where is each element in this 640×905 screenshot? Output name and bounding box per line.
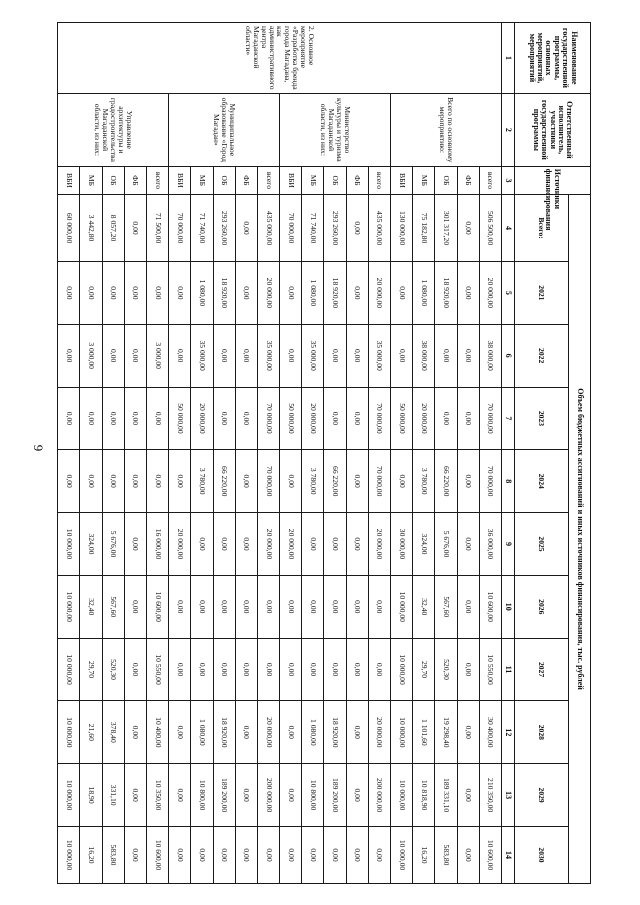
source-cell: ФБ xyxy=(457,166,479,194)
value-cell: 10 000,00 xyxy=(58,764,80,827)
value-cell: 0,00 xyxy=(435,324,457,387)
value-cell: 0,00 xyxy=(346,195,368,262)
value-cell: 32,40 xyxy=(80,575,102,638)
value-cell: 0,00 xyxy=(235,638,257,701)
value-cell: 75 182,80 xyxy=(413,195,435,262)
value-cell: 20 000,00 xyxy=(368,701,390,764)
value-cell: 0,00 xyxy=(169,827,191,884)
value-cell: 10 550,00 xyxy=(479,638,501,701)
value-cell: 35 000,00 xyxy=(257,324,279,387)
column-number: 14 xyxy=(502,827,515,884)
value-cell: 50 000,00 xyxy=(280,387,302,450)
column-number: 12 xyxy=(502,701,515,764)
value-cell: 0,00 xyxy=(391,261,413,324)
value-cell: 0,00 xyxy=(324,575,346,638)
column-number: 8 xyxy=(502,450,515,513)
value-cell: 3 780,00 xyxy=(191,450,213,513)
value-cell: 0,00 xyxy=(368,638,390,701)
value-cell: 324,00 xyxy=(80,513,102,576)
value-cell: 38 000,00 xyxy=(479,324,501,387)
value-cell: 0,00 xyxy=(124,827,146,884)
value-cell: 66 220,00 xyxy=(435,450,457,513)
header-year: 2026 xyxy=(515,575,569,638)
value-cell: 10 000,00 xyxy=(58,701,80,764)
value-cell: 0,00 xyxy=(280,575,302,638)
value-cell: 3 000,00 xyxy=(80,324,102,387)
value-cell: 29,70 xyxy=(80,638,102,701)
header-executor: Ответственный исполнитель, участники государственной программы xyxy=(515,93,591,166)
value-cell: 0,00 xyxy=(191,575,213,638)
header-year: 2022 xyxy=(515,324,569,387)
value-cell: 0,00 xyxy=(169,575,191,638)
value-cell: 10 550,00 xyxy=(147,638,169,701)
value-cell: 20 000,00 xyxy=(302,387,324,450)
value-cell: 0,00 xyxy=(457,701,479,764)
value-cell: 0,00 xyxy=(324,387,346,450)
value-cell: 16 000,00 xyxy=(147,513,169,576)
value-cell: 189 200,00 xyxy=(213,764,235,827)
value-cell: 0,00 xyxy=(391,450,413,513)
value-cell: 0,00 xyxy=(302,513,324,576)
value-cell: 0,00 xyxy=(457,387,479,450)
value-cell: 70 000,00 xyxy=(368,450,390,513)
value-cell: 0,00 xyxy=(391,324,413,387)
value-cell: 70 000,00 xyxy=(368,387,390,450)
value-cell: 20 000,00 xyxy=(257,701,279,764)
value-cell: 71 740,00 xyxy=(191,195,213,262)
value-cell: 18 920,00 xyxy=(324,701,346,764)
value-cell: 70 000,00 xyxy=(169,195,191,262)
value-cell: 0,00 xyxy=(58,324,80,387)
value-cell: 35 000,00 xyxy=(191,324,213,387)
value-cell: 435 000,00 xyxy=(368,195,390,262)
value-cell: 301 317,20 xyxy=(435,195,457,262)
value-cell: 0,00 xyxy=(169,764,191,827)
value-cell: 0,00 xyxy=(346,638,368,701)
value-cell: 0,00 xyxy=(346,827,368,884)
value-cell: 19 298,40 xyxy=(435,701,457,764)
value-cell: 0,00 xyxy=(324,827,346,884)
value-cell: 0,00 xyxy=(257,638,279,701)
value-cell: 0,00 xyxy=(169,324,191,387)
value-cell: 0,00 xyxy=(280,638,302,701)
value-cell: 0,00 xyxy=(346,450,368,513)
value-cell: 0,00 xyxy=(368,827,390,884)
value-cell: 0,00 xyxy=(346,387,368,450)
value-cell: 0,00 xyxy=(457,195,479,262)
value-cell: 0,00 xyxy=(280,450,302,513)
value-cell: 0,00 xyxy=(457,261,479,324)
value-cell: 20 000,00 xyxy=(413,387,435,450)
value-cell: 1 080,00 xyxy=(191,701,213,764)
value-cell: 0,00 xyxy=(213,324,235,387)
value-cell: 21,60 xyxy=(80,701,102,764)
value-cell: 200 000,00 xyxy=(257,764,279,827)
value-cell: 0,00 xyxy=(191,827,213,884)
table-row xyxy=(147,23,169,884)
value-cell: 0,00 xyxy=(324,638,346,701)
value-cell: 1 080,00 xyxy=(302,261,324,324)
value-cell: 66 220,00 xyxy=(324,450,346,513)
value-cell: 20 000,00 xyxy=(257,261,279,324)
source-cell: ОБ xyxy=(213,166,235,194)
value-cell: 0,00 xyxy=(213,513,235,576)
value-cell: 8 057,20 xyxy=(102,195,124,262)
value-cell: 20 000,00 xyxy=(257,513,279,576)
value-cell: 20 000,00 xyxy=(368,261,390,324)
value-cell: 0,00 xyxy=(368,575,390,638)
value-cell: 0,00 xyxy=(346,575,368,638)
source-cell: МБ xyxy=(191,166,213,194)
value-cell: 0,00 xyxy=(124,575,146,638)
value-cell: 0,00 xyxy=(147,450,169,513)
value-cell: 5 676,00 xyxy=(435,513,457,576)
header-source: Источники финансирования xyxy=(515,166,591,194)
value-cell: 18 920,00 xyxy=(213,261,235,324)
value-cell: 20 000,00 xyxy=(368,513,390,576)
value-cell: 583,80 xyxy=(102,827,124,884)
executor-cell: Всего по основному мероприятию: xyxy=(391,93,502,166)
source-cell: МБ xyxy=(302,166,324,194)
value-cell: 0,00 xyxy=(147,261,169,324)
value-cell: 0,00 xyxy=(124,387,146,450)
header-year: 2025 xyxy=(515,513,569,576)
value-cell: 10 000,00 xyxy=(58,513,80,576)
value-cell: 70 000,00 xyxy=(479,450,501,513)
value-cell: 3 442,80 xyxy=(80,195,102,262)
value-cell: 18 920,00 xyxy=(435,261,457,324)
funding-table xyxy=(57,22,591,884)
value-cell: 0,00 xyxy=(346,324,368,387)
value-cell: 18 920,00 xyxy=(213,701,235,764)
value-cell: 16,20 xyxy=(80,827,102,884)
value-cell: 0,00 xyxy=(235,324,257,387)
value-cell: 36 000,00 xyxy=(479,513,501,576)
value-cell: 10 600,00 xyxy=(479,827,501,884)
value-cell: 0,00 xyxy=(324,513,346,576)
value-cell: 210 350,00 xyxy=(479,764,501,827)
value-cell: 20 000,00 xyxy=(191,387,213,450)
value-cell: 331,10 xyxy=(102,764,124,827)
column-number: 4 xyxy=(502,195,515,262)
value-cell: 0,00 xyxy=(191,513,213,576)
value-cell: 0,00 xyxy=(280,764,302,827)
value-cell: 0,00 xyxy=(124,513,146,576)
value-cell: 30 000,00 xyxy=(391,513,413,576)
value-cell: 70 000,00 xyxy=(280,195,302,262)
value-cell: 0,00 xyxy=(280,827,302,884)
value-cell: 0,00 xyxy=(213,387,235,450)
value-cell: 130 000,00 xyxy=(391,195,413,262)
column-number: 7 xyxy=(502,387,515,450)
source-cell: ВБИ xyxy=(391,166,413,194)
header-year: 2021 xyxy=(515,261,569,324)
value-cell: 10 350,00 xyxy=(147,764,169,827)
value-cell: 0,00 xyxy=(235,387,257,450)
value-cell: 189 200,00 xyxy=(324,764,346,827)
header-year: 2023 xyxy=(515,387,569,450)
column-number: 6 xyxy=(502,324,515,387)
value-cell: 0,00 xyxy=(235,701,257,764)
value-cell: 0,00 xyxy=(235,575,257,638)
value-cell: 10 000,00 xyxy=(391,764,413,827)
column-number: 2 xyxy=(502,93,515,166)
value-cell: 0,00 xyxy=(457,764,479,827)
value-cell: 0,00 xyxy=(213,638,235,701)
value-cell: 18,90 xyxy=(80,764,102,827)
value-cell: 0,00 xyxy=(169,638,191,701)
value-cell: 0,00 xyxy=(235,261,257,324)
value-cell: 0,00 xyxy=(457,513,479,576)
value-cell: 10 000,00 xyxy=(58,575,80,638)
value-cell: 0,00 xyxy=(235,450,257,513)
value-cell: 0,00 xyxy=(235,827,257,884)
value-cell: 1 080,00 xyxy=(191,261,213,324)
value-cell: 293 260,00 xyxy=(213,195,235,262)
value-cell: 10 000,00 xyxy=(391,701,413,764)
table-row xyxy=(257,23,279,884)
value-cell: 18 920,00 xyxy=(324,261,346,324)
column-number: 5 xyxy=(502,261,515,324)
value-cell: 50 000,00 xyxy=(391,387,413,450)
value-cell: 70 000,00 xyxy=(479,387,501,450)
value-cell: 189 331,10 xyxy=(435,764,457,827)
value-cell: 0,00 xyxy=(457,827,479,884)
value-cell: 70 000,00 xyxy=(257,450,279,513)
source-cell: ФБ xyxy=(124,166,146,194)
value-cell: 0,00 xyxy=(302,827,324,884)
value-cell: 0,00 xyxy=(169,450,191,513)
value-cell: 30 400,00 xyxy=(479,701,501,764)
value-cell: 10 000,00 xyxy=(391,575,413,638)
value-cell: 0,00 xyxy=(235,195,257,262)
value-cell: 0,00 xyxy=(102,387,124,450)
header-year: 2027 xyxy=(515,638,569,701)
column-number: 11 xyxy=(502,638,515,701)
source-cell: ФБ xyxy=(346,166,368,194)
value-cell: 435 000,00 xyxy=(257,195,279,262)
value-cell: 10 800,00 xyxy=(191,764,213,827)
value-cell: 0,00 xyxy=(302,638,324,701)
value-cell: 0,00 xyxy=(457,450,479,513)
value-cell: 0,00 xyxy=(169,701,191,764)
value-cell: 0,00 xyxy=(213,827,235,884)
value-cell: 0,00 xyxy=(280,701,302,764)
value-cell: 1 080,00 xyxy=(413,261,435,324)
value-cell: 0,00 xyxy=(457,575,479,638)
source-cell: МБ xyxy=(413,166,435,194)
value-cell: 3 780,00 xyxy=(302,450,324,513)
source-cell: ВБИ xyxy=(280,166,302,194)
column-number: 13 xyxy=(502,764,515,827)
source-cell: ВБИ xyxy=(169,166,191,194)
value-cell: 10 000,00 xyxy=(391,638,413,701)
value-cell: 0,00 xyxy=(257,575,279,638)
value-cell: 20 000,00 xyxy=(169,513,191,576)
value-cell: 0,00 xyxy=(191,638,213,701)
source-cell: ФБ xyxy=(235,166,257,194)
value-cell: 5 676,00 xyxy=(102,513,124,576)
value-cell: 71 500,00 xyxy=(147,195,169,262)
value-cell: 567,60 xyxy=(102,575,124,638)
value-cell: 10 600,00 xyxy=(479,575,501,638)
value-cell: 0,00 xyxy=(102,261,124,324)
value-cell: 0,00 xyxy=(346,261,368,324)
measure-name: 2. Основное мероприятие «Разработка бренда города Магадана, как административного центра Магаданской области» xyxy=(58,23,502,94)
value-cell: 16,20 xyxy=(413,827,435,884)
value-cell: 0,00 xyxy=(213,575,235,638)
source-cell: ОБ xyxy=(324,166,346,194)
value-cell: 0,00 xyxy=(124,638,146,701)
header-year: 2024 xyxy=(515,450,569,513)
table-row xyxy=(368,23,390,884)
source-cell: всего xyxy=(147,166,169,194)
value-cell: 1 080,00 xyxy=(302,701,324,764)
executor-cell: Муниципальное образование «Город Магадан» xyxy=(169,93,280,166)
value-cell: 0,00 xyxy=(80,261,102,324)
value-cell: 35 000,00 xyxy=(368,324,390,387)
executor-cell: Управление архитектуры и градостроительства Магаданской области, из них: xyxy=(58,93,169,166)
value-cell: 0,00 xyxy=(80,387,102,450)
value-cell: 0,00 xyxy=(280,324,302,387)
source-cell: ОБ xyxy=(102,166,124,194)
value-cell: 0,00 xyxy=(147,387,169,450)
value-cell: 29,70 xyxy=(413,638,435,701)
value-cell: 20 000,00 xyxy=(280,513,302,576)
source-cell: ВБИ xyxy=(58,166,80,194)
source-cell: всего xyxy=(368,166,390,194)
value-cell: 0,00 xyxy=(124,324,146,387)
value-cell: 0,00 xyxy=(346,764,368,827)
value-cell: 66 220,00 xyxy=(213,450,235,513)
value-cell: 0,00 xyxy=(280,261,302,324)
value-cell: 50 000,00 xyxy=(169,387,191,450)
value-cell: 0,00 xyxy=(102,324,124,387)
value-cell: 0,00 xyxy=(302,575,324,638)
column-number: 9 xyxy=(502,513,515,576)
value-cell: 0,00 xyxy=(58,450,80,513)
header-year: 2029 xyxy=(515,764,569,827)
value-cell: 60 000,00 xyxy=(58,195,80,262)
page-number: 9 xyxy=(31,444,46,452)
value-cell: 520,30 xyxy=(435,638,457,701)
column-number: 10 xyxy=(502,575,515,638)
value-cell: 0,00 xyxy=(235,764,257,827)
executor-cell: Министерство культуры и туризма Магаданской области, из них: xyxy=(280,93,391,166)
value-cell: 0,00 xyxy=(102,450,124,513)
value-cell: 0,00 xyxy=(80,450,102,513)
value-cell: 0,00 xyxy=(324,324,346,387)
value-cell: 200 000,00 xyxy=(368,764,390,827)
value-cell: 0,00 xyxy=(124,261,146,324)
value-cell: 0,00 xyxy=(346,701,368,764)
value-cell: 0,00 xyxy=(58,387,80,450)
source-cell: всего xyxy=(257,166,279,194)
source-cell: всего xyxy=(479,166,501,194)
value-cell: 567,60 xyxy=(435,575,457,638)
value-cell: 20 000,00 xyxy=(479,261,501,324)
value-cell: 293 260,00 xyxy=(324,195,346,262)
value-cell: 35 000,00 xyxy=(302,324,324,387)
source-cell: МБ xyxy=(80,166,102,194)
header-funding: Объем бюджетных ассигнований и иных источников финансирования, тыс. рублей xyxy=(569,195,591,884)
value-cell: 0,00 xyxy=(58,261,80,324)
value-cell: 38 000,00 xyxy=(413,324,435,387)
value-cell: 3 000,00 xyxy=(147,324,169,387)
header-name: Наименование государственной программы, основных мероприятий, мероприятий xyxy=(515,23,591,94)
value-cell: 70 000,00 xyxy=(257,387,279,450)
header-year: 2028 xyxy=(515,701,569,764)
value-cell: 378,40 xyxy=(102,701,124,764)
value-cell: 1 101,60 xyxy=(413,701,435,764)
value-cell: 0,00 xyxy=(457,324,479,387)
header-total: Всего: xyxy=(515,195,569,262)
rotated-table-container xyxy=(57,22,591,884)
value-cell: 10 600,00 xyxy=(147,827,169,884)
value-cell: 0,00 xyxy=(124,450,146,513)
value-cell: 10 800,00 xyxy=(302,764,324,827)
column-number: 1 xyxy=(502,23,515,94)
value-cell: 0,00 xyxy=(435,387,457,450)
value-cell: 0,00 xyxy=(457,638,479,701)
value-cell: 3 780,00 xyxy=(413,450,435,513)
value-cell: 506 500,00 xyxy=(479,195,501,262)
column-number: 3 xyxy=(502,166,515,194)
value-cell: 10 000,00 xyxy=(58,827,80,884)
value-cell: 10 000,00 xyxy=(391,827,413,884)
value-cell: 0,00 xyxy=(124,701,146,764)
value-cell: 583,80 xyxy=(435,827,457,884)
value-cell: 32,40 xyxy=(413,575,435,638)
value-cell: 0,00 xyxy=(124,764,146,827)
value-cell: 520,30 xyxy=(102,638,124,701)
source-cell: ОБ xyxy=(435,166,457,194)
value-cell: 10 600,00 xyxy=(147,575,169,638)
value-cell: 10 400,00 xyxy=(147,701,169,764)
value-cell: 0,00 xyxy=(235,513,257,576)
value-cell: 324,00 xyxy=(413,513,435,576)
value-cell: 10 000,00 xyxy=(58,638,80,701)
value-cell: 0,00 xyxy=(124,195,146,262)
value-cell: 10 818,90 xyxy=(413,764,435,827)
value-cell: 0,00 xyxy=(169,261,191,324)
value-cell: 0,00 xyxy=(257,827,279,884)
value-cell: 71 740,00 xyxy=(302,195,324,262)
table-row xyxy=(479,23,501,884)
header-year: 2030 xyxy=(515,827,569,884)
value-cell: 0,00 xyxy=(346,513,368,576)
